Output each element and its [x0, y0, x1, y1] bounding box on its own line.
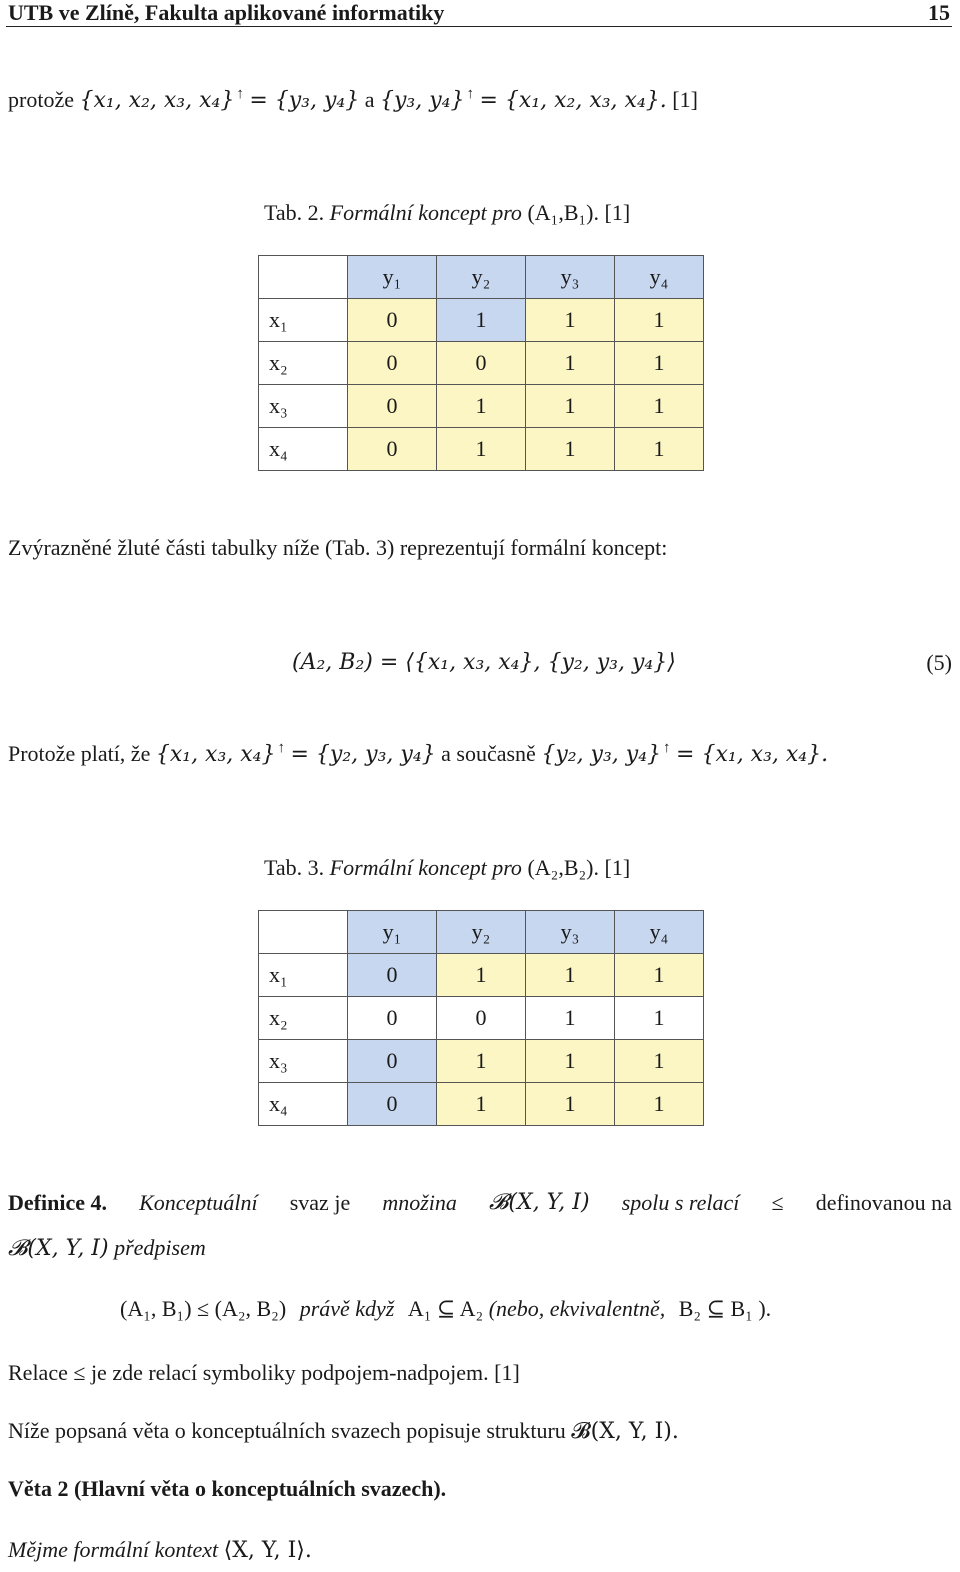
up-arrow: ↑: [277, 740, 285, 756]
paragraph-mejme: [8, 1537, 312, 1563]
col-header: y₁: [348, 911, 437, 954]
table-cell: 1: [615, 1040, 704, 1083]
reference: [1]: [672, 87, 698, 112]
row-header: x₂: [259, 342, 348, 385]
table-cell: 1: [526, 342, 615, 385]
text: je zde relací symboliky podpojem-nadpojem. [1]: [90, 1360, 520, 1385]
paragraph-relace: [8, 1360, 520, 1386]
term: Konceptuální: [139, 1190, 258, 1215]
caption-prefix: Tab. 2.: [264, 200, 325, 225]
math-expression: 𝓑(X, Y, I): [8, 1236, 109, 1261]
formal-context-table-3: [258, 910, 704, 1126]
math-set: = {x₁, x₂, x₃, x₄}.: [479, 88, 667, 113]
paragraph-nize: [8, 1418, 679, 1444]
table-cell: 0: [348, 428, 437, 471]
math-expression: 𝓑(X, Y, I).: [571, 1419, 679, 1444]
caption-suffix: (A₁,B₁). [1]: [527, 200, 631, 225]
math-set: {y₃, y₄}: [380, 88, 465, 113]
table-cell: 1: [526, 954, 615, 997]
definition-formula: [120, 1296, 771, 1322]
col-header: y₄: [615, 256, 704, 299]
corner-cell: [259, 911, 348, 954]
text: Relace: [8, 1360, 68, 1385]
caption-suffix: (A₂,B₂). [1]: [527, 855, 631, 880]
table-cell: 1: [615, 1083, 704, 1126]
text: svaz je: [289, 1190, 351, 1215]
table-cell: 0: [348, 997, 437, 1040]
col-header: y₂: [437, 911, 526, 954]
table-cell: 0: [348, 385, 437, 428]
math-set: = {y₃, y₄}: [249, 88, 360, 113]
table-cell: 1: [437, 385, 526, 428]
header-title: UTB ve Zlíně, Fakulta aplikované informatiky: [8, 0, 445, 25]
table-cell: 1: [615, 428, 704, 471]
relation-symbol: ≤: [73, 1360, 86, 1385]
math-expression: A₁ ⊆ A₂: [407, 1296, 484, 1321]
math-set: {x₁, x₂, x₃, x₄}: [79, 88, 235, 113]
text: a: [364, 87, 375, 112]
table-cell: 1: [615, 954, 704, 997]
paragraph-zvyraznene: Zvýrazněné žluté části tabulky níže (Tab. 3) reprezentují formální koncept:: [8, 535, 668, 560]
table-cell: 1: [437, 1040, 526, 1083]
table-cell: 1: [526, 1083, 615, 1126]
col-header: y₄: [615, 911, 704, 954]
math-expression: 𝓑(X, Y, I): [488, 1190, 590, 1215]
table-cell: 1: [615, 299, 704, 342]
definition-label: Definice 4.: [8, 1190, 107, 1215]
math-expression: (A₁, B₁) ≤ (A₂, B₂): [120, 1296, 287, 1321]
text: právě když: [299, 1296, 395, 1321]
page-header: [6, 0, 952, 27]
text: předpisem: [114, 1235, 206, 1260]
math-expression: ⟨X, Y, I⟩.: [223, 1538, 312, 1563]
table-2-caption: [264, 200, 630, 226]
text: Protože platí, že: [8, 741, 151, 766]
table-cell: 1: [437, 954, 526, 997]
table-cell: 1: [615, 342, 704, 385]
table-cell: 0: [348, 954, 437, 997]
text: Níže popsaná věta o konceptuálních svazech popisuje strukturu: [8, 1418, 566, 1443]
equation-number: (5): [926, 650, 952, 675]
table-cell: 1: [437, 428, 526, 471]
paragraph-protoze-plati: [8, 740, 828, 767]
caption-italic: Formální koncept pro: [329, 200, 522, 225]
text: (nebo, ekvivalentně,: [488, 1296, 666, 1321]
table-cell: 1: [437, 299, 526, 342]
table-cell: 1: [526, 997, 615, 1040]
text: Mějme formální kontext: [8, 1537, 219, 1562]
table-cell: 1: [526, 299, 615, 342]
table-cell: 1: [526, 428, 615, 471]
col-header: y₃: [526, 256, 615, 299]
table-cell: 0: [348, 342, 437, 385]
row-header: x₄: [259, 1083, 348, 1126]
text: definovanou na: [815, 1190, 952, 1215]
math-set: {x₁, x₃, x₄}: [155, 742, 276, 767]
corner-cell: [259, 256, 348, 299]
table-cell: 0: [348, 299, 437, 342]
definition-4: [8, 1190, 952, 1216]
row-header: x₁: [259, 299, 348, 342]
table-cell: 0: [348, 1083, 437, 1126]
table-cell: 0: [348, 1040, 437, 1083]
caption-prefix: Tab. 3.: [264, 855, 325, 880]
table-cell: 1: [526, 1040, 615, 1083]
definition-4-continued: [8, 1235, 206, 1261]
paragraph-protoze: [8, 86, 698, 113]
table-3-caption: [264, 855, 630, 881]
math-set: = {y₂, y₃, y₄}: [290, 742, 436, 767]
text: protože: [8, 87, 74, 112]
text: a současně: [441, 741, 536, 766]
formal-context-table-2: [258, 255, 704, 471]
table-cell: 1: [526, 385, 615, 428]
col-header: y₁: [348, 256, 437, 299]
row-header: x₂: [259, 997, 348, 1040]
table-cell: 0: [437, 342, 526, 385]
page-number: 15: [928, 0, 950, 25]
col-header: y₃: [526, 911, 615, 954]
table-cell: 1: [615, 385, 704, 428]
math-expression: B₂ ⊆ B₁: [678, 1296, 753, 1321]
text: spolu s relací: [621, 1190, 740, 1215]
up-arrow: ↑: [663, 740, 671, 756]
text: množina: [382, 1190, 457, 1215]
table-cell: 0: [437, 997, 526, 1040]
equation-5: (A₂, B₂) = ⟨{x₁, x₃, x₄}, {y₂, y₃, y₄}⟩: [292, 650, 676, 675]
caption-italic: Formální koncept pro: [329, 855, 522, 880]
up-arrow: ↑: [236, 86, 244, 102]
table-cell: 1: [615, 997, 704, 1040]
row-header: x₃: [259, 385, 348, 428]
math-set: = {x₁, x₃, x₄}.: [676, 742, 829, 767]
theorem-2-title: Věta 2 (Hlavní věta o konceptuálních svazech).: [8, 1476, 447, 1501]
math-set: {y₂, y₃, y₄}: [541, 742, 662, 767]
row-header: x₄: [259, 428, 348, 471]
row-header: x₁: [259, 954, 348, 997]
row-header: x₃: [259, 1040, 348, 1083]
up-arrow: ↑: [466, 86, 474, 102]
text: ).: [758, 1296, 772, 1321]
col-header: y₂: [437, 256, 526, 299]
table-cell: 1: [437, 1083, 526, 1126]
relation-symbol: ≤: [771, 1190, 784, 1215]
